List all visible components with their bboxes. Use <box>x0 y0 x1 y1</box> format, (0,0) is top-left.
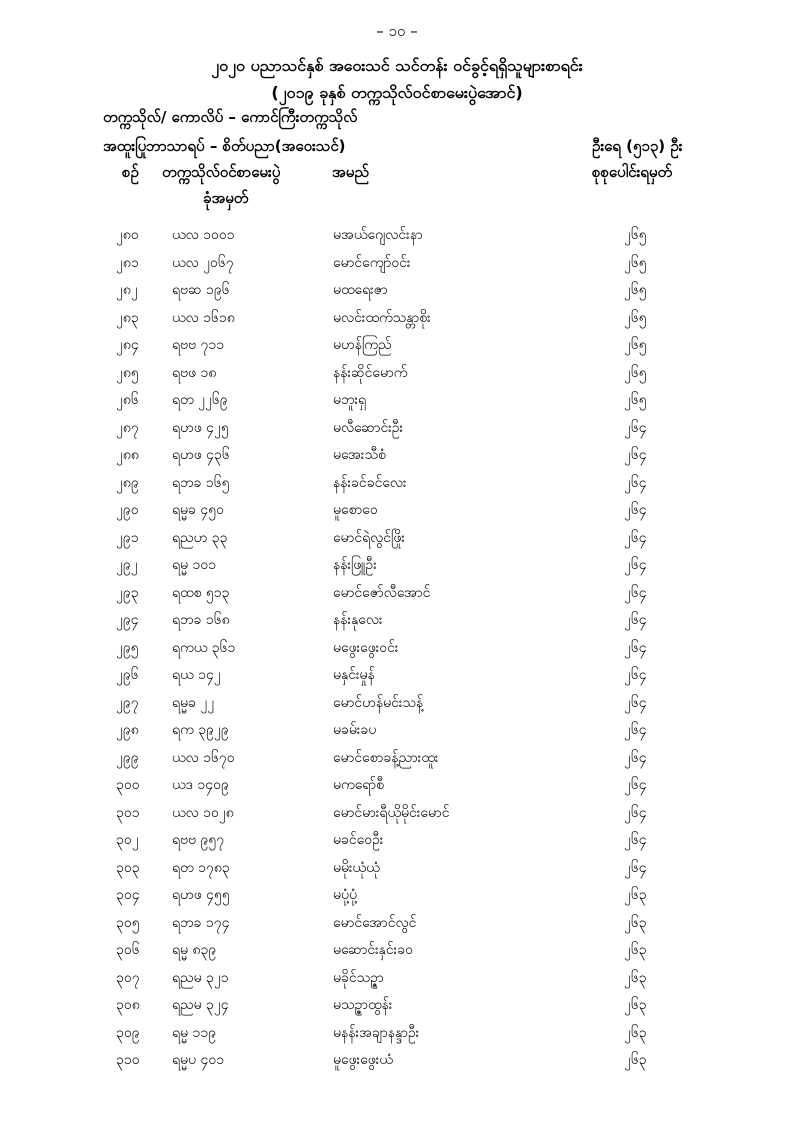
score-cell: ၂၆၃ <box>624 1052 647 1068</box>
roll-number-cell: ရမ္မခ ၄၅၀ <box>172 502 224 518</box>
table-row <box>0 1020 794 1048</box>
name-cell: နန်းခင်ခင်လေး <box>333 474 407 491</box>
roll-number-cell: ရမ္မ ၁၁၉ <box>172 1024 217 1041</box>
page-subtitle: (၂၀၁၉ ခုနှစ် တက္ကသိုလ်ဝင်စာမေးပွဲအောင်) <box>271 83 523 102</box>
name-cell: မောင်အောင်လွင် <box>333 914 417 931</box>
roll-number-cell: ရတ ၁၇၈၃ <box>172 859 230 876</box>
table-row <box>0 800 794 828</box>
roll-number-cell: ရယ ၁၄၂ <box>172 667 221 683</box>
university-label: တက္ကသိုလ်/ ကောလိပ် – ကောင်ကြီးတက္ကသိုလ် <box>103 108 358 126</box>
serial-no-cell: ၂၈၄ <box>116 337 139 353</box>
header-name: အမည် <box>332 163 369 181</box>
score-cell: ၂၆၄ <box>624 419 647 436</box>
name-cell: မနန်းအချာနန္ဒာဦး <box>333 1024 420 1041</box>
table-row <box>0 580 794 608</box>
serial-no-cell: ၂၈၆ <box>116 392 139 408</box>
score-cell: ၂၆၄ <box>624 502 647 518</box>
name-cell: မခမ်းခပ <box>333 722 377 738</box>
table-row <box>0 305 794 333</box>
serial-no-cell: ၂၈၈ <box>116 447 139 463</box>
roll-number-cell: ရဘခ ၁၇၄ <box>172 914 230 931</box>
roll-number-cell: ရဗဗ ၉၅၇ <box>172 832 225 848</box>
name-cell: မလင်းထက်သန္တာစိုး <box>333 309 431 326</box>
roll-number-cell: ယလ ၁၀၀၁ <box>172 227 235 243</box>
serial-no-cell: ၃၀၁ <box>116 804 140 821</box>
name-cell: မောင်မားရီယိုမိုင်းမောင် <box>333 804 450 821</box>
name-cell: မဖွေးဖွေးဝင်း <box>333 639 399 656</box>
serial-no-cell: ၂၈၃ <box>116 309 139 326</box>
name-cell: မနှင်းမှုန် <box>333 667 375 683</box>
name-cell: မူဖွေးဖွေးယံ <box>333 1052 393 1068</box>
roll-number-cell: ရဗဖ ၁၈ <box>172 364 217 381</box>
roll-number-cell: ရညမ ၃၂၄ <box>172 997 229 1013</box>
total-count: ဦးရေ (၅၁၃) ဦး <box>592 137 683 155</box>
name-cell: မအယ်ဂျေလင်းနာ <box>333 227 423 243</box>
score-cell: ၂၆၄ <box>624 832 647 848</box>
serial-no-cell: ၃၀၇ <box>116 969 140 986</box>
serial-no-cell: ၂၈၁ <box>116 254 139 271</box>
name-cell: မခိုင်သဉ္ဇာ <box>333 969 384 986</box>
table-row <box>0 387 794 415</box>
score-cell: ၂၆၃ <box>624 942 647 958</box>
score-cell: ၂၆၄ <box>624 639 647 656</box>
roll-number-cell: ရမ္မခ ၂၂ <box>172 694 215 711</box>
name-cell: မမိုးယုံယုံ <box>333 859 380 876</box>
roll-number-cell: ရကယ ၃၆၁ <box>172 639 236 656</box>
serial-no-cell: ၂၈၂ <box>116 282 138 298</box>
score-cell: ၂၆၃ <box>624 887 647 903</box>
roll-number-cell: ယလ ၁၆၇၀ <box>172 749 235 766</box>
table-row <box>0 717 794 745</box>
name-cell: မောင်ရဲလွင်ဖြိုး <box>333 529 405 546</box>
score-cell: ၂၆၄ <box>624 584 647 601</box>
roll-number-cell: ရညမ ၃၂၁ <box>172 969 229 986</box>
table-row <box>0 690 794 718</box>
name-cell: မသဉ္ဇာထွန်း <box>333 997 393 1013</box>
name-cell: မောင်စောခန့်ညားထူး <box>333 749 439 766</box>
name-cell: နန်းဆိုင်မောက် <box>333 364 408 381</box>
roll-number-cell: ယလ ၁၀၂၈ <box>172 804 234 821</box>
roll-number-cell: ရဟဖ ၄၂၅ <box>172 419 229 436</box>
table-row <box>0 250 794 278</box>
name-cell: မခင်ဝေဦး <box>333 832 384 848</box>
score-cell: ၂၆၄ <box>624 612 647 628</box>
name-cell: မအေးသီစံ <box>333 447 386 463</box>
roll-number-cell: ရက ၃၉၂၉ <box>172 722 229 738</box>
major-label: အထူးပြုဘာသာရပ် – စိတ်ပညာ(အဝေးသင်) <box>103 137 346 155</box>
roll-number-cell: ရမ္မ ၈၃၉ <box>172 942 217 958</box>
table-row <box>0 222 794 250</box>
roll-number-cell: ရဘခ ၁၆၈ <box>172 612 230 628</box>
serial-no-cell: ၂၉၅ <box>116 639 139 656</box>
serial-no-cell: ၂၉၀ <box>116 502 139 518</box>
score-cell: ၂၆၄ <box>624 722 647 738</box>
serial-no-cell: ၂၈၇ <box>116 419 139 436</box>
table-row <box>0 827 794 855</box>
score-cell: ၂၆၃ <box>624 1024 647 1041</box>
serial-no-cell: ၃၀၈ <box>116 997 140 1013</box>
table-row <box>0 470 794 498</box>
table-row <box>0 415 794 443</box>
table-row <box>0 277 794 305</box>
results-table <box>0 222 794 1075</box>
score-cell: ၂၆၃ <box>624 914 647 931</box>
header-roll-number-line2: ခုံအမှတ် <box>203 189 249 207</box>
serial-no-cell: ၂၉၂ <box>116 557 138 573</box>
serial-no-cell: ၂၉၃ <box>116 584 139 601</box>
table-row <box>0 965 794 993</box>
header-total-score: စုစုပေါင်းရမှတ် <box>592 163 673 181</box>
score-cell: ၂၆၄ <box>624 447 647 463</box>
table-row <box>0 607 794 635</box>
roll-number-cell: ရဘခ ၁၆၅ <box>172 474 230 491</box>
page-number: – ၁၀ – <box>376 22 418 40</box>
name-cell: မဘူးရှ <box>333 392 367 408</box>
header-roll-number: တက္ကသိုလ်ဝင်စာမေးပွဲ <box>162 163 281 181</box>
serial-no-cell: ၂၈၀ <box>116 227 139 243</box>
table-row <box>0 992 794 1020</box>
table-row <box>0 1047 794 1075</box>
table-row <box>0 635 794 663</box>
serial-no-cell: ၂၉၆ <box>116 667 139 683</box>
score-cell: ၂၆၃ <box>624 969 647 986</box>
table-row <box>0 937 794 965</box>
name-cell: မဆောင်းနှင်းခဝ <box>333 942 413 958</box>
serial-no-cell: ၃၁၀ <box>116 1052 140 1068</box>
score-cell: ၂၆၅ <box>624 364 647 381</box>
name-cell: မကရော်စီ <box>333 777 384 793</box>
table-row <box>0 882 794 910</box>
roll-number-cell: ရမ္မပ ၄၀၁ <box>172 1052 225 1068</box>
serial-no-cell: ၂၉၉ <box>116 749 139 766</box>
serial-no-cell: ၂၉၇ <box>116 694 139 711</box>
score-cell: ၂၆၃ <box>624 997 647 1013</box>
table-row <box>0 910 794 938</box>
serial-no-cell: ၃၀၂ <box>116 832 139 848</box>
score-cell: ၂၆၅ <box>624 392 647 408</box>
roll-number-cell: ရဟဖ ၄၅၅ <box>172 887 230 903</box>
table-row <box>0 497 794 525</box>
table-row <box>0 442 794 470</box>
serial-no-cell: ၃၀၆ <box>116 942 140 958</box>
score-cell: ၂၆၄ <box>624 474 647 491</box>
roll-number-cell: ယဒ ၁၄၀၉ <box>172 777 229 793</box>
score-cell: ၂၆၄ <box>624 749 647 766</box>
table-row <box>0 525 794 553</box>
roll-number-cell: ရထစ ၅၁၃ <box>172 584 230 601</box>
name-cell: မပုံ့ပုံ့ <box>333 887 357 903</box>
score-cell: ၂၆၄ <box>624 859 647 876</box>
score-cell: ၂၆၅ <box>624 227 647 243</box>
roll-number-cell: ရမ္မ ၁၀၁ <box>172 557 217 573</box>
name-cell: နန်းဖြူဦး <box>333 557 377 573</box>
table-row <box>0 855 794 883</box>
serial-no-cell: ၃၀၄ <box>116 887 140 903</box>
serial-no-cell: ၂၈၅ <box>116 364 139 381</box>
name-cell: မထရေးဇာ <box>333 282 388 298</box>
name-cell: နန်းနုလေး <box>333 612 383 628</box>
score-cell: ၂၆၄ <box>624 804 647 821</box>
name-cell: မောင်ဟန်မင်းသန့် <box>333 694 424 711</box>
table-row <box>0 745 794 773</box>
serial-no-cell: ၃၀၉ <box>116 1024 140 1041</box>
table-row <box>0 662 794 690</box>
score-cell: ၂၆၅ <box>624 254 647 271</box>
serial-no-cell: ၂၈၉ <box>116 474 139 491</box>
roll-number-cell: ရဗဗ ၇၁၁ <box>172 337 225 353</box>
name-cell: မဟန်ကြည် <box>333 337 392 353</box>
score-cell: ၂၆၄ <box>624 667 647 683</box>
score-cell: ၂၆၄ <box>624 777 647 793</box>
roll-number-cell: ယလ ၁၆၁၈ <box>172 309 235 326</box>
table-row <box>0 332 794 360</box>
header-serial-no: စဉ် <box>122 163 139 181</box>
name-cell: မောင်ဇော်လီအောင် <box>333 584 431 601</box>
name-cell: မောင်ကျော်ဝင်း <box>333 254 411 271</box>
score-cell: ၂၆၄ <box>624 529 647 546</box>
score-cell: ၂၆၄ <box>624 694 647 711</box>
serial-no-cell: ၃၀၅ <box>116 914 140 931</box>
serial-no-cell: ၂၉၁ <box>116 529 139 546</box>
score-cell: ၂၆၅ <box>624 282 647 298</box>
roll-number-cell: ရဟဖ ၄၃၆ <box>172 447 230 463</box>
table-row <box>0 772 794 800</box>
name-cell: မလီဆောင်းဦး <box>333 419 404 436</box>
serial-no-cell: ၂၉၈ <box>116 722 139 738</box>
roll-number-cell: ရညဟ ၃၃ <box>172 529 228 546</box>
serial-no-cell: ၃၀၃ <box>116 859 140 876</box>
score-cell: ၂၆၅ <box>624 337 647 353</box>
serial-no-cell: ၂၉၄ <box>116 612 139 628</box>
score-cell: ၂၆၅ <box>624 309 647 326</box>
serial-no-cell: ၃၀၀ <box>116 777 140 793</box>
score-cell: ၂၆၄ <box>624 557 647 573</box>
name-cell: မူစောဝေ <box>333 502 378 518</box>
table-row <box>0 360 794 388</box>
table-row <box>0 552 794 580</box>
page-title: ၂၀၂၀ ပညာသင်နှစ် အဝေးသင် သင်တန်း ဝင်ခွင့်ရရှိသူများစာရင်း <box>211 56 583 75</box>
roll-number-cell: ရဗဆ ၁၉၆ <box>172 282 230 298</box>
roll-number-cell: ယလ ၂၀၆၇ <box>172 254 234 271</box>
roll-number-cell: ရတ ၂၂၆၉ <box>172 392 228 408</box>
